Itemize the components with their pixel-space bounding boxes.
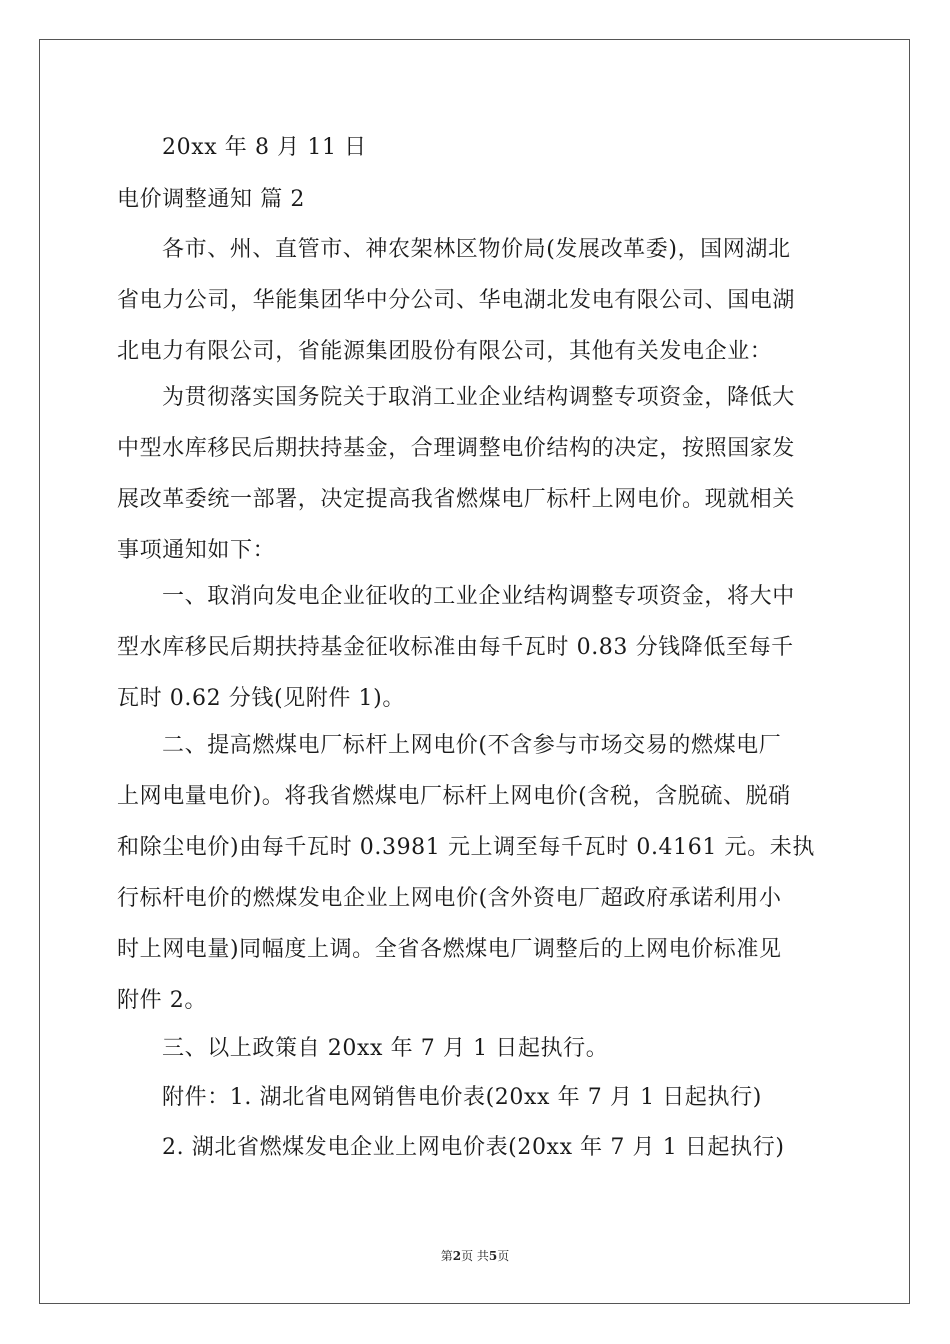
section-title: 电价调整通知 篇 2 xyxy=(117,187,305,212)
item-1-line: 一、取消向发电企业征收的工业企业结构调整专项资金，将大中 xyxy=(162,584,795,609)
addressee-line: 各市、州、直管市、神农架林区物价局(发展改革委)，国网湖北 xyxy=(162,237,791,262)
item-2-line: 和除尘电价)由每千瓦时 0.3981 元上调至每千瓦时 0.4161 元。未执 xyxy=(117,835,815,860)
date-line: 20xx 年 8 月 11 日 xyxy=(162,135,367,160)
attachment-1: 附件：1. 湖北省电网销售电价表(20xx 年 7 月 1 日起执行) xyxy=(162,1085,762,1110)
page-label-mid: 页 共 xyxy=(461,1249,489,1263)
intro-line: 事项通知如下： xyxy=(117,538,276,563)
intro-line: 中型水库移民后期扶持基金，合理调整电价结构的决定，按照国家发 xyxy=(117,436,796,461)
addressee-line: 北电力有限公司，省能源集团股份有限公司，其他有关发电企业： xyxy=(117,339,773,364)
item-3-line: 三、以上政策自 20xx 年 7 月 1 日起执行。 xyxy=(162,1036,609,1061)
item-2-line: 时上网电量)同幅度上调。全省各燃煤电厂调整后的上网电价标准见 xyxy=(117,937,782,962)
addressee-line: 省电力公司，华能集团华中分公司、华电湖北发电有限公司、国电湖 xyxy=(117,288,796,313)
page-footer xyxy=(0,1248,950,1264)
item-2-line: 二、提高燃煤电厂标杆上网电价(不含参与市场交易的燃煤电厂 xyxy=(162,733,782,758)
intro-line: 为贯彻落实国务院关于取消工业企业结构调整专项资金，降低大 xyxy=(162,385,795,410)
intro-line: 展改革委统一部署，决定提高我省燃煤电厂标杆上网电价。现就相关 xyxy=(117,487,796,512)
item-2-line: 行标杆电价的燃煤发电企业上网电价(含外资电厂超政府承诺利用小 xyxy=(117,886,782,911)
item-1-line: 瓦时 0.62 分钱(见附件 1)。 xyxy=(117,686,405,711)
page-label-suffix: 页 xyxy=(497,1249,510,1263)
attachment-2: 2. 湖北省燃煤发电企业上网电价表(20xx 年 7 月 1 日起执行) xyxy=(162,1135,785,1160)
page-border xyxy=(39,39,910,1304)
total-page-number: 5 xyxy=(488,1249,498,1263)
item-2-line: 附件 2。 xyxy=(117,988,207,1013)
current-page-number: 2 xyxy=(452,1249,462,1263)
item-1-line: 型水库移民后期扶持基金征收标准由每千瓦时 0.83 分钱降低至每千 xyxy=(117,635,794,660)
page-label-prefix: 第 xyxy=(440,1249,453,1263)
item-2-line: 上网电量电价)。将我省燃煤电厂标杆上网电价(含税，含脱硫、脱硝 xyxy=(117,784,791,809)
